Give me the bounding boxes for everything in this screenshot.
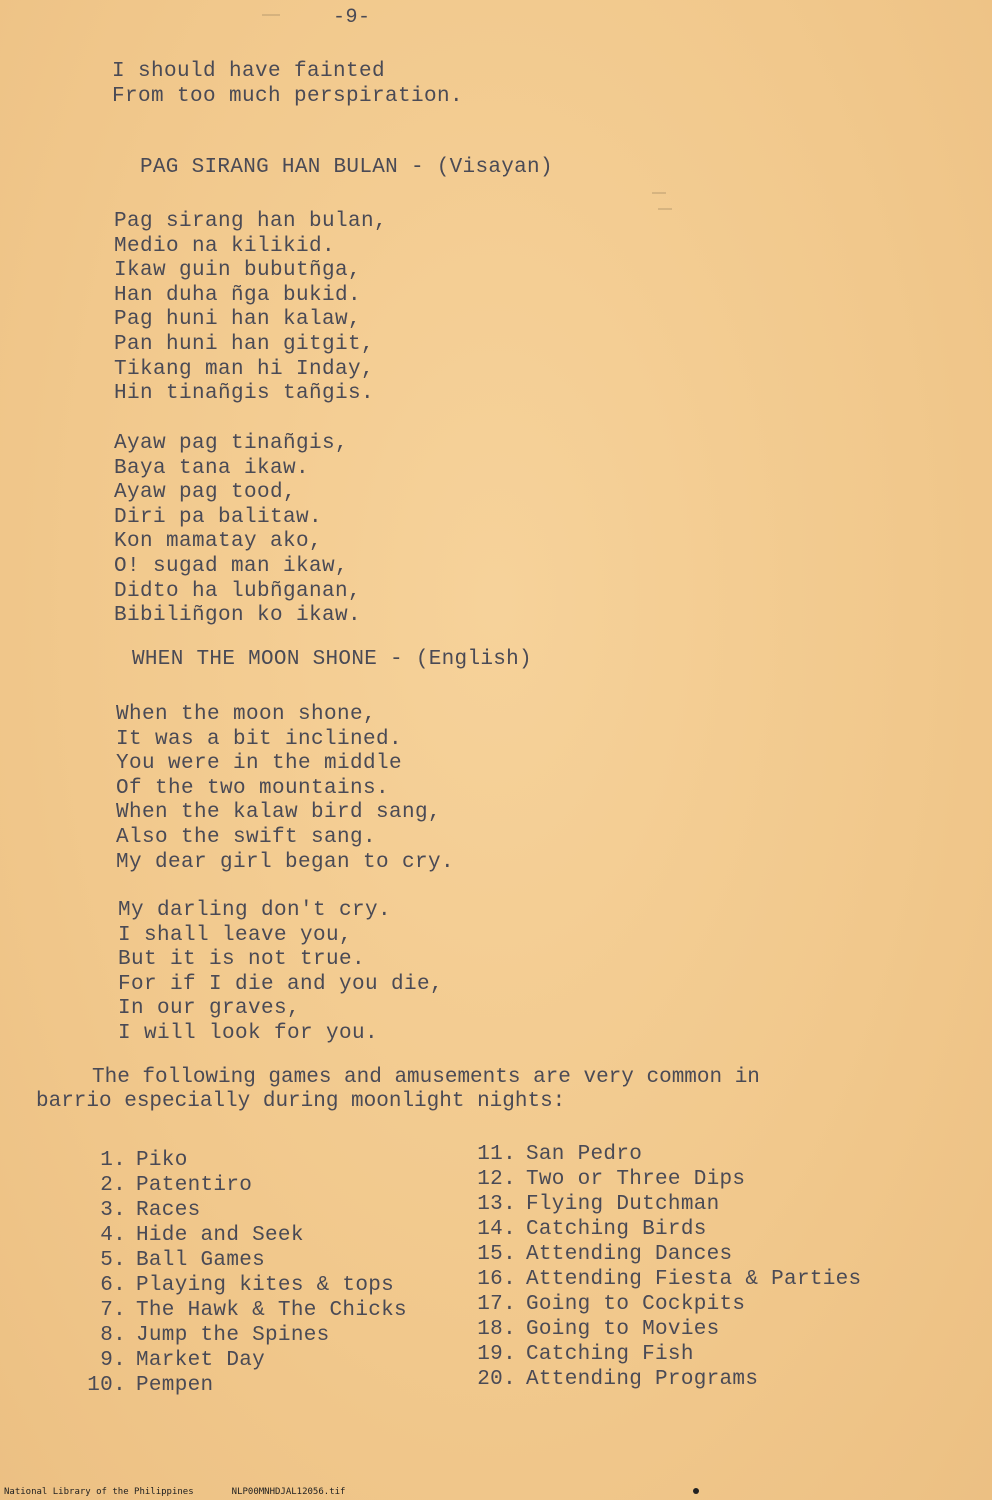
poem-line: Hin tinañgis tañgis. [114, 382, 375, 406]
item-name: Jump the Spines [136, 1324, 330, 1347]
song1-stanza-1 [114, 210, 387, 407]
list-item [80, 1248, 407, 1273]
item-number: 16. [477, 1268, 516, 1291]
intro-line-2: barrio especially during moonlight nights: [36, 1090, 566, 1113]
poem-line: I should have fainted [112, 60, 386, 83]
item-number: 13. [477, 1193, 516, 1216]
item-name: San Pedro [526, 1143, 643, 1166]
item-number: 9. [100, 1349, 126, 1372]
poem-line: I shall leave you, [118, 923, 353, 947]
item-number: 10. [87, 1374, 126, 1397]
poem-line: Pag huni han kalaw, [114, 308, 362, 332]
item-name: Hide and Seek [136, 1224, 304, 1247]
item-name: Going to Movies [526, 1318, 720, 1341]
item-name: Attending Programs [526, 1368, 759, 1391]
poem-line: Ikaw guin bubutñga, [114, 259, 362, 283]
poem-line: O! sugad man ikaw, [114, 554, 349, 578]
list-item [470, 1367, 861, 1392]
poem-line: I will look for you. [118, 1021, 379, 1045]
poem-line: My darling don't cry. [118, 899, 392, 922]
item-number: 7. [100, 1299, 126, 1322]
list-item [80, 1323, 407, 1348]
ink-speck [693, 1488, 699, 1494]
list-item [470, 1292, 861, 1317]
poem-line: It was a bit inclined. [116, 727, 403, 751]
intro-line-1: The following games and amusements are very common in [92, 1066, 760, 1089]
poem-line: But it is not true. [118, 948, 366, 972]
item-number: 11. [477, 1143, 516, 1166]
item-number: 1. [100, 1149, 126, 1172]
item-number: 12. [477, 1168, 516, 1191]
list-item [80, 1173, 407, 1198]
page-number: -9- [333, 6, 371, 29]
list-item [80, 1348, 407, 1373]
item-name: Catching Fish [526, 1343, 694, 1366]
poem-line: From too much perspiration. [112, 84, 464, 108]
item-number: 5. [100, 1249, 126, 1272]
item-name: Playing kites & tops [136, 1274, 395, 1297]
poem-line: Diri pa balitaw. [114, 505, 323, 529]
item-name: Pempen [136, 1374, 214, 1397]
list-item [470, 1242, 861, 1267]
item-number: 18. [477, 1318, 516, 1341]
paper-mark [658, 208, 672, 210]
item-number: 2. [100, 1174, 126, 1197]
item-name: Two or Three Dips [526, 1168, 746, 1191]
poem-line: Kon mamatay ako, [114, 530, 323, 554]
poem-line: When the kalaw bird sang, [116, 801, 442, 825]
poem-line: Bibiliñgon ko ikaw. [114, 604, 362, 628]
paper-mark [262, 14, 280, 16]
poem-line: Han duha ñga bukid. [114, 283, 362, 307]
item-name: Attending Dances [526, 1243, 733, 1266]
item-name: Market Day [136, 1349, 266, 1372]
list-item [80, 1373, 407, 1398]
item-number: 14. [477, 1218, 516, 1241]
item-name: Races [136, 1199, 201, 1222]
song1-stanza-2 [114, 432, 361, 629]
list-item [470, 1267, 861, 1292]
games-intro-paragraph [36, 1066, 936, 1114]
list-item [80, 1223, 407, 1248]
item-name: Catching Birds [526, 1218, 707, 1241]
song2-stanza-1 [116, 703, 454, 875]
item-name: Ball Games [136, 1249, 266, 1272]
list-item [470, 1342, 861, 1367]
poem-line: Baya tana ikaw. [114, 456, 310, 480]
poem-line: Tikang man hi Inday, [114, 357, 375, 381]
item-number: 6. [100, 1274, 126, 1297]
list-item [470, 1167, 861, 1192]
opening-lines [112, 60, 463, 109]
item-number: 15. [477, 1243, 516, 1266]
list-item [470, 1192, 861, 1217]
list-item [470, 1317, 861, 1342]
list-item [470, 1142, 861, 1167]
list-item [470, 1217, 861, 1242]
item-number: 19. [477, 1343, 516, 1366]
poem-line: Medio na kilikid. [114, 234, 336, 258]
poem-line: Ayaw pag tinañgis, [114, 432, 349, 455]
list-item [80, 1198, 407, 1223]
list-item [80, 1273, 407, 1298]
poem-line: When the moon shone, [116, 703, 377, 726]
games-list-left [80, 1148, 407, 1398]
item-name: Patentiro [136, 1174, 253, 1197]
song2-stanza-2 [118, 899, 443, 1047]
poem-line: Ayaw pag tood, [114, 481, 297, 505]
footer-file: NLP00MNHDJAL12056.tif [231, 1487, 346, 1497]
poem-line: My dear girl began to cry. [116, 850, 455, 874]
song2-title: WHEN THE MOON SHONE - (English) [132, 648, 532, 671]
song1-title: PAG SIRANG HAN BULAN - (Visayan) [140, 156, 553, 179]
poem-line: For if I die and you die, [118, 972, 444, 996]
item-name: Going to Cockpits [526, 1293, 746, 1316]
item-name: Piko [136, 1149, 188, 1172]
paper-mark [652, 192, 666, 194]
footer-library: National Library of the Philippines [4, 1487, 194, 1497]
poem-line: Pag sirang han bulan, [114, 210, 388, 233]
list-item [80, 1148, 407, 1173]
item-number: 8. [100, 1324, 126, 1347]
poem-line: Also the swift sang. [116, 825, 377, 849]
games-list-right [470, 1142, 861, 1392]
item-name: The Hawk & The Chicks [136, 1299, 407, 1322]
scan-footer [4, 1487, 383, 1497]
poem-line: In our graves, [118, 997, 301, 1021]
item-name: Attending Fiesta & Parties [526, 1268, 862, 1291]
item-number: 17. [477, 1293, 516, 1316]
poem-line: Of the two mountains. [116, 776, 390, 800]
poem-line: Pan huni han gitgit, [114, 332, 375, 356]
poem-line: You were in the middle [116, 752, 403, 776]
item-number: 20. [477, 1368, 516, 1391]
item-number: 3. [100, 1199, 126, 1222]
poem-line: Didto ha lubñganan, [114, 579, 362, 603]
item-number: 4. [100, 1224, 126, 1247]
item-name: Flying Dutchman [526, 1193, 720, 1216]
list-item [80, 1298, 407, 1323]
